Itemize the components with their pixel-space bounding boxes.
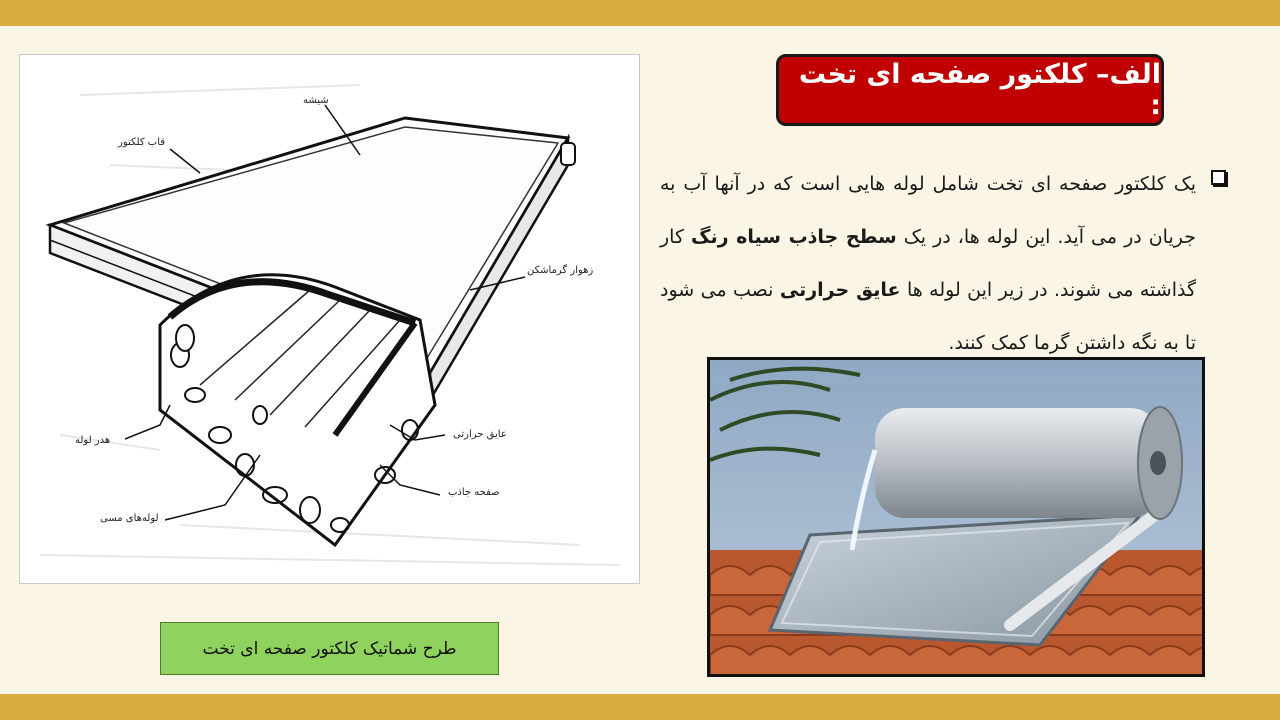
body-text-2: کار گذاشته می شوند. در زیر این لوله ها	[660, 226, 1197, 301]
body-text-3: نصب می شود تا به نگه داشتن گرما کمک کنند.	[660, 279, 1196, 354]
diagram-caption: طرح شماتیک کلکتور صفحه ای تخت	[160, 622, 499, 675]
bottom-band	[0, 694, 1280, 720]
solar-heater-photo	[707, 357, 1205, 677]
body-paragraph	[660, 158, 1196, 370]
body-text-1: یک کلکتور صفحه ای تخت شامل لوله هایی است که در آنها آب به جریان در می آید. این لوله ها، در یک	[660, 173, 1196, 248]
top-band	[0, 0, 1280, 26]
label-insulation: عایق حرارتی	[453, 429, 507, 440]
collector-drawing	[20, 55, 640, 584]
slide-title: الف– کلکتور صفحه ای تخت :	[776, 54, 1164, 126]
bullet-checkbox-icon	[1211, 170, 1226, 185]
body-bold-absorber: سطح جاذب سیاه رنگ	[691, 226, 897, 248]
solar-heater-illustration	[710, 360, 1202, 674]
label-copper-tubes: لوله‌های مسی	[100, 513, 159, 524]
collector-diagram	[19, 54, 640, 584]
label-frame: قاب کلکتور	[118, 137, 166, 148]
label-gasket: زهوار گرماشکن	[527, 265, 594, 276]
label-absorber: صفحه جاذب	[448, 487, 500, 498]
body-bold-insulation: عایق حرارتی	[779, 279, 901, 301]
label-glass: شیشه	[303, 95, 329, 106]
label-header-pipe: هدر لوله	[75, 435, 111, 446]
